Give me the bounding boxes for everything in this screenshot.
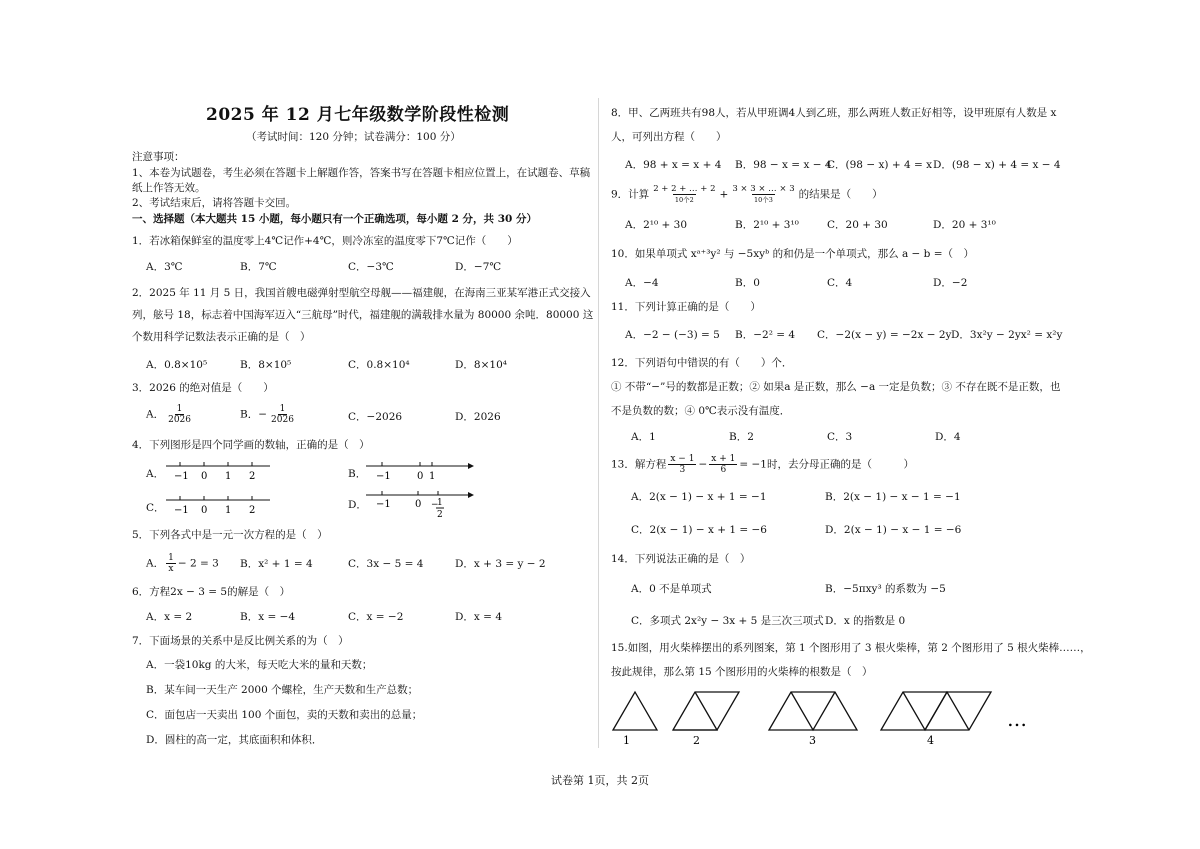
q10-option-d[interactable]: D．−2 bbox=[933, 277, 968, 289]
q1-option-d[interactable]: D．−7℃ bbox=[455, 261, 502, 273]
q6-stem: 6．方程2x − 3 = 5的解是（ ） bbox=[132, 586, 291, 598]
q3-option-b[interactable] bbox=[240, 404, 298, 425]
q9-d2: 10个3 bbox=[754, 196, 773, 204]
exam-info: （考试时间：120 分钟；试卷满分：100 分） bbox=[246, 131, 461, 143]
figure-1-triangle bbox=[613, 692, 657, 730]
q13-option-d[interactable]: D．2(x − 1) − x − 1 = −6 bbox=[825, 524, 962, 536]
q3-a-num: 1 bbox=[176, 404, 183, 414]
section-heading: 一、选择题（本大题共 15 小题，每小题只有一个正确选项，每小题 2 分，共 30 分） bbox=[132, 213, 537, 225]
tick-label: −1 bbox=[174, 505, 189, 516]
q9-option-a[interactable]: A．2¹⁰ + 30 bbox=[625, 219, 688, 231]
q9-plus: + bbox=[719, 188, 729, 201]
q5-stem: 5．下列各式中是一元一次方程的是（ ） bbox=[132, 529, 328, 541]
q3-stem: 3．2026 的绝对值是（ ） bbox=[132, 382, 274, 394]
q3-b-label: B．− bbox=[240, 408, 268, 421]
q4-option-c[interactable]: C． bbox=[146, 502, 165, 514]
q3-a-den: 2026 bbox=[168, 415, 191, 425]
q14-option-a[interactable]: A．0 不是单项式 bbox=[631, 583, 712, 595]
q7-option-c[interactable]: C．面包店一天卖出 100 个面包，卖的天数和卖出的总量； bbox=[146, 709, 423, 721]
q13-d2: 6 bbox=[720, 465, 727, 475]
q4-stem: 4．下列图形是四个同学画的数轴，正确的是（ ） bbox=[132, 439, 370, 451]
note-1: 1、本卷为试题卷，考生必须在答题卡上解题作答，答案书写在答题卡相应位置上，在试题卷、草稿 bbox=[132, 167, 591, 179]
notes-heading: 注意事项： bbox=[132, 151, 185, 163]
q8-line-1: 8．甲、乙两班共有98人，若从甲班调4人到乙班，那么两班人数正好相等，设甲班原有人数是 x bbox=[611, 107, 1057, 119]
q2-option-a[interactable]: A．0.8×10⁵ bbox=[146, 359, 208, 371]
q10-option-a[interactable]: A．−4 bbox=[625, 277, 659, 289]
q5-option-d[interactable]: D．x + 3 = y − 2 bbox=[455, 558, 546, 570]
q2-option-b[interactable]: B．8×10⁵ bbox=[240, 359, 292, 371]
q3-option-a[interactable] bbox=[146, 404, 195, 425]
q13-post: = −1时，去分母正确的是（ ） bbox=[739, 458, 914, 471]
page-footer: 试卷第 1页，共 2页 bbox=[551, 774, 649, 787]
q1-option-c[interactable]: C．−3℃ bbox=[348, 261, 394, 273]
q12-option-c[interactable]: C．3 bbox=[827, 431, 853, 443]
figure-label: 1 bbox=[623, 734, 630, 747]
q3-a-label: A． bbox=[146, 408, 165, 421]
q10-option-b[interactable]: B．0 bbox=[735, 277, 760, 289]
q5-a-label: A． bbox=[146, 557, 165, 570]
figure-3-shape bbox=[769, 692, 857, 730]
q2-line-3: 个数用科学记数法表示正确的是（ ） bbox=[132, 331, 311, 343]
q13-n2: x + 1 bbox=[711, 454, 736, 464]
q3-option-d[interactable]: D．2026 bbox=[455, 411, 501, 423]
q14-option-d[interactable]: D．x 的指数是 0 bbox=[825, 615, 906, 627]
arrow-icon bbox=[468, 492, 474, 498]
q1-option-b[interactable]: B．7℃ bbox=[240, 261, 277, 273]
q9-pre: 9．计算 bbox=[611, 188, 650, 201]
q2-line-2: 列，舷号 18，标志着中国海军迈入“三航母”时代，福建舰的满载排水量为 80000 余吨．80000 这 bbox=[132, 309, 594, 321]
q5-a-num: 1 bbox=[168, 553, 174, 563]
q2-option-c[interactable]: C．0.8×10⁴ bbox=[348, 359, 410, 371]
q11-stem: 11．下列计算正确的是（ ） bbox=[611, 301, 761, 313]
q9-d1: 10个2 bbox=[674, 196, 694, 204]
q14-stem: 14．下列说法正确的是（ ） bbox=[611, 553, 751, 565]
q7-option-b[interactable]: B．某车间一天生产 2000 个螺栓，生产天数和生产总数； bbox=[146, 684, 419, 696]
q13-d1: 3 bbox=[679, 465, 686, 475]
number-line-d bbox=[366, 487, 474, 523]
q8-option-b[interactable]: B．98 − x = x − 4 bbox=[735, 159, 832, 171]
tick-label: 0 bbox=[201, 505, 208, 516]
q5-a-rest: − 2 = 3 bbox=[177, 557, 219, 570]
q3-b-den: 2026 bbox=[271, 415, 294, 425]
q11-option-b[interactable]: B．−2² = 4 bbox=[735, 329, 796, 341]
q9-option-b[interactable]: B．2¹⁰ + 3¹⁰ bbox=[735, 219, 799, 231]
q9-n1: 2 + 2 + … + 2 bbox=[653, 184, 716, 194]
tick-label: 1 bbox=[225, 471, 232, 482]
q13-option-b[interactable]: B．2(x − 1) − x − 1 = −1 bbox=[825, 491, 961, 503]
q7-option-a[interactable]: A．一袋10kg 的大米，每天吃大米的量和天数； bbox=[146, 659, 373, 671]
q9-option-c[interactable]: C．20 + 30 bbox=[827, 219, 888, 231]
figure-label: 4 bbox=[927, 734, 934, 747]
note-1-cont: 纸上作答无效。 bbox=[132, 182, 206, 194]
tick-label: 2 bbox=[437, 510, 443, 520]
q9-option-d[interactable]: D．20 + 3¹⁰ bbox=[933, 219, 996, 231]
q4-option-d[interactable]: D． bbox=[348, 499, 367, 511]
q4-option-b[interactable]: B． bbox=[348, 468, 367, 480]
figure-label: 2 bbox=[693, 734, 700, 747]
q13-n1: x − 1 bbox=[670, 454, 695, 464]
q11-option-a[interactable]: A．−2 − (−3) = 5 bbox=[625, 329, 720, 341]
figure-label: 3 bbox=[809, 734, 816, 747]
q5-a-den: x bbox=[168, 564, 174, 574]
q12-stem: 12．下列语句中错误的有（ ）个． bbox=[611, 357, 793, 369]
q7-stem: 7．下面场景的关系中是反比例关系的为（ ） bbox=[132, 635, 349, 647]
tick-label: −1 bbox=[376, 499, 391, 510]
matchstick-figures bbox=[611, 688, 1051, 750]
q5-option-a[interactable] bbox=[146, 553, 219, 574]
tick-label: 0 bbox=[201, 471, 208, 482]
q8-option-a[interactable]: A．98 + x = x + 4 bbox=[625, 159, 722, 171]
q9-n2: 3 × 3 × … × 3 bbox=[732, 184, 795, 194]
tick-label: 1 bbox=[225, 505, 232, 516]
note-2: 2、考试结束后，请将答题卡交回。 bbox=[132, 197, 297, 209]
q13-pre: 13．解方程 bbox=[611, 458, 667, 471]
q15-line-1: 15.如图，用火柴棒摆出的系列图案，第 1 个图形用了 3 根火柴棒，第 2 个图形用了 5 根火柴棒……， bbox=[611, 642, 1091, 654]
tick-label: 2 bbox=[249, 471, 256, 482]
ellipsis: … bbox=[1007, 707, 1027, 731]
tick-label: −1 bbox=[174, 471, 189, 482]
q11-option-d[interactable]: D．3x²y − 2yx² = x²y bbox=[951, 329, 1063, 341]
q14-option-c[interactable]: C．多项式 2x²y − 3x + 5 是三次三项式 bbox=[631, 615, 824, 627]
q2-line-1: 2．2025 年 11 月 5 日，我国首艘电磁弹射型航空母舰——福建舰，在海南三亚某军港正式交接入 bbox=[132, 287, 591, 299]
q15-line-2: 按此规律，那么第 15 个图形用的火柴棒的根数是（ ） bbox=[611, 666, 873, 678]
q12-line-1: ① 不带“−”号的数都是正数；② 如果a 是正数，那么 −a 一定是负数；③ 不存在既不是正数，也 bbox=[611, 381, 1061, 393]
q12-option-a[interactable]: A．1 bbox=[631, 431, 656, 443]
tick-label: 1 bbox=[437, 498, 443, 508]
q6-option-a[interactable]: A．x = 2 bbox=[146, 611, 193, 623]
q13-stem bbox=[611, 454, 914, 475]
tick-label: 0 bbox=[415, 499, 422, 510]
number-line-a bbox=[166, 458, 276, 484]
q9-post: 的结果是（ ） bbox=[798, 188, 883, 201]
q1-option-a[interactable]: A．3℃ bbox=[146, 261, 183, 273]
q2-option-d[interactable]: D．8×10⁴ bbox=[455, 359, 507, 371]
q8-option-c[interactable]: C．(98 − x) + 4 = x bbox=[827, 159, 933, 171]
q9-stem bbox=[611, 184, 883, 205]
q8-option-d[interactable]: D．(98 − x) + 4 = x − 4 bbox=[933, 159, 1061, 171]
q10-stem: 10．如果单项式 xᵃ⁺³y² 与 −5xyᵇ 的和仍是一个单项式，那么 a − b =（ ） bbox=[611, 248, 975, 260]
number-line-c bbox=[166, 492, 276, 518]
q3-option-c[interactable]: C．−2026 bbox=[348, 411, 403, 423]
q4-option-a[interactable]: A． bbox=[146, 468, 165, 480]
q11-option-c[interactable]: C．−2(x − y) = −2x − 2y bbox=[817, 329, 952, 341]
page-title: 2025 年 12 月七年级数学阶段性检测 bbox=[206, 105, 510, 125]
tick-label: −1 bbox=[376, 471, 391, 482]
q13-option-a[interactable]: A．2(x − 1) − x + 1 = −1 bbox=[631, 491, 767, 503]
q10-option-c[interactable]: C．4 bbox=[827, 277, 853, 289]
q12-option-d[interactable]: D．4 bbox=[935, 431, 961, 443]
q8-line-2: 人，可列出方程（ ） bbox=[611, 131, 727, 143]
number-line-b bbox=[366, 458, 474, 484]
q14-option-b[interactable]: B．−5πxy³ 的系数为 −5 bbox=[825, 583, 946, 595]
svg-text:−: − bbox=[431, 500, 439, 510]
q5-option-b[interactable]: B．x² + 1 = 4 bbox=[240, 558, 313, 570]
arrow-icon bbox=[468, 463, 474, 469]
column-divider bbox=[598, 98, 599, 748]
q12-line-2: 不是负数的数；④ 0℃表示没有温度． bbox=[611, 405, 791, 417]
q1-stem: 1．若冰箱保鲜室的温度零上4℃记作+4℃，则冷冻室的温度零下7℃记作（ ） bbox=[132, 235, 518, 247]
q6-option-b[interactable]: B．x = −4 bbox=[240, 611, 296, 623]
q6-option-d[interactable]: D．x = 4 bbox=[455, 611, 502, 623]
tick-label: 1 bbox=[429, 471, 436, 482]
q3-b-num: 1 bbox=[279, 404, 286, 414]
q13-mid: − bbox=[698, 458, 708, 471]
tick-label: 0 bbox=[417, 471, 424, 482]
tick-label: 2 bbox=[249, 505, 256, 516]
q7-option-d[interactable]: D．圆柱的高一定，其底面积和体积． bbox=[146, 734, 323, 746]
q12-option-b[interactable]: B．2 bbox=[729, 431, 754, 443]
q5-option-c[interactable]: C．3x − 5 = 4 bbox=[348, 558, 424, 570]
q13-option-c[interactable]: C．2(x − 1) − x + 1 = −6 bbox=[631, 524, 767, 536]
q6-option-c[interactable]: C．x = −2 bbox=[348, 611, 404, 623]
